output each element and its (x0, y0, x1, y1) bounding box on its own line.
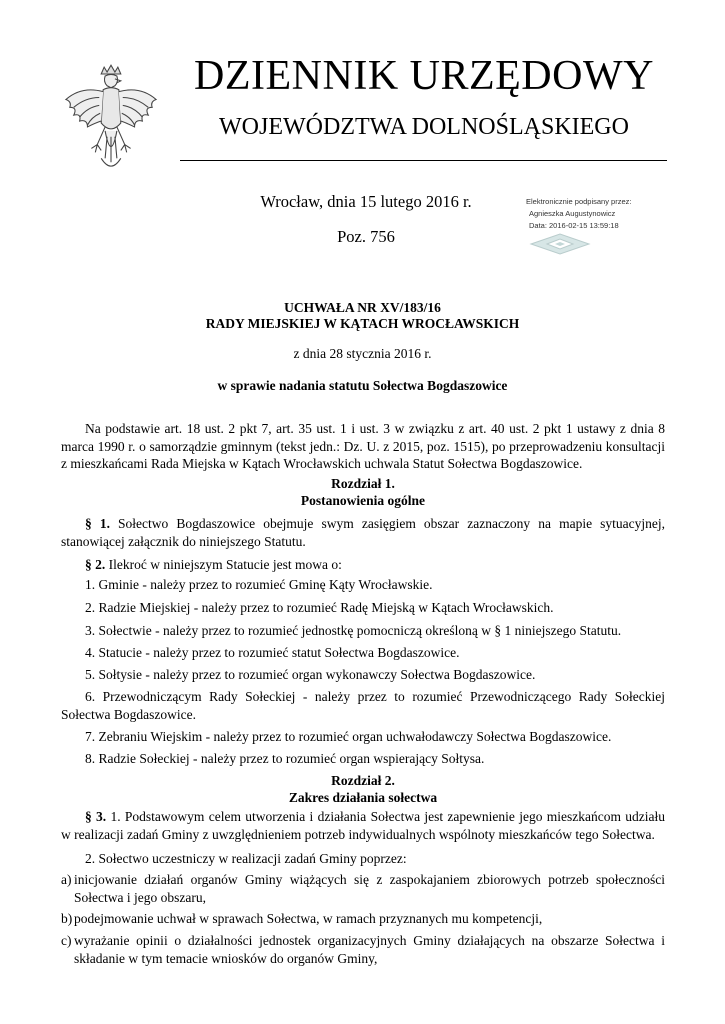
resolution-number: UCHWAŁA NR XV/183/16 (284, 300, 441, 315)
list-item-a (61, 871, 665, 906)
paragraph-1-label: § 1. (85, 516, 110, 531)
chapter-2-number: Rozdział 2. (331, 773, 395, 788)
paragraph-1-text: Sołectwo Bogdaszowice obejmuje swym zasięgiem obszar zaznaczony na mapie sytuacyjnej, stanowiącej załącznik do niniejszego Statutu. (61, 516, 666, 549)
header-divider (180, 160, 667, 161)
resolution-title (100, 300, 625, 332)
signature-validation-icon (527, 232, 593, 256)
chapter-1-number: Rozdział 1. (331, 476, 395, 491)
paragraph-3-label: § 3. (85, 809, 107, 824)
list-item-b-label: b) (61, 911, 73, 926)
paragraph-3 (61, 808, 665, 843)
signature-date: Data: 2016-02-15 13:59:18 (529, 221, 619, 230)
resolution-date: z dnia 28 stycznia 2016 r. (293, 346, 432, 361)
list-item-c (61, 932, 665, 967)
definition-6: 6. Przewodniczącym Rady Sołeckiej - należy przez to rozumieć Przewodniczącego Rady Sołeckiej Sołectwa Bogdaszowice. (61, 689, 665, 722)
paragraph-2-label: § 2. (85, 557, 106, 572)
definition-2: 2. Radzie Miejskiej - należy przez to rozumieć Radę Miejską w Kątach Wrocławskich. (85, 600, 554, 615)
electronic-signature (526, 196, 686, 232)
list-item-b (61, 910, 665, 928)
position-number: Poz. 756 (337, 227, 395, 246)
chapter-1-heading (61, 475, 665, 509)
paragraph-1 (61, 515, 665, 550)
definition-3: 3. Sołectwie - należy przez to rozumieć jednostkę pomocniczą określoną w § 1 niniejszego Statutu. (85, 623, 622, 638)
definition-5: 5. Sołtysie - należy przez to rozumieć organ wykonawczy Sołectwa Bogdaszowice. (85, 667, 536, 682)
chapter-2-heading (61, 772, 665, 806)
paragraph-2-text: Ilekroć w niniejszym Statucie jest mowa o: (105, 557, 342, 572)
journal-title: DZIENNIK URZĘDOWY (194, 53, 654, 99)
paragraph-3-text: 1. Podstawowym celem utworzenia i działania Sołectwa jest zapewnienie jego mieszkańcom udziału w realizacji zadań Gminy z uwzględnieniem potrzeb indywidualnych wspólnoty mieszkańców tego Sołectwa. (61, 809, 666, 842)
signature-label: Elektronicznie podpisany przez: (526, 197, 632, 206)
list-item-b-text: podejmowanie uchwał w sprawach Sołectwa, w ramach przyznanych mu kompetencji, (74, 911, 543, 926)
list-item-c-text: wyrażanie opinii o działalności jednostek organizacyjnych Gminy działających na obszarze Sołectwa i składanie w tym temacie wniosków do organów Gminy, (74, 933, 665, 966)
journal-subtitle: WOJEWÓDZTWA DOLNOŚLĄSKIEGO (219, 114, 629, 140)
chapter-2-title: Zakres działania sołectwa (288, 790, 438, 805)
resolution-subject: w sprawie nadania statutu Sołectwa Bogdaszowice (217, 378, 508, 393)
issue-date: Wrocław, dnia 15 lutego 2016 r. (260, 192, 472, 211)
signature-signer: Agnieszka Augustynowicz (529, 209, 616, 218)
list-item-c-label: c) (61, 933, 72, 948)
chapter-1-title: Postanowienia ogólne (300, 493, 426, 508)
coat-of-arms-eagle-icon (62, 64, 160, 182)
preamble: Na podstawie art. 18 ust. 2 pkt 7, art. 35 ust. 1 i ust. 3 w związku z art. 40 ust. 2 pkt 1 ustawy z dnia 8 marca 1990 r. o samorządzie gminnym (tekst jedn.: Dz. U. z 2015, poz. 1515), po przeprowadzeniu konsultacji z mieszkańcami Rada Miejska w Kątach Wrocławskich uchwala Statut Sołectwa Bogdaszowice. (61, 421, 665, 471)
list-item-a-label: a) (61, 872, 72, 887)
definition-1: 1. Gminie - należy przez to rozumieć Gminę Kąty Wrocławskie. (85, 577, 433, 592)
definition-4: 4. Statucie - należy przez to rozumieć statut Sołectwa Bogdaszowice. (85, 645, 460, 660)
resolution-authority: RADY MIEJSKIEJ W KĄTACH WROCŁAWSKICH (205, 316, 520, 331)
list-item-a-text: inicjowanie działań organów Gminy wiążących się z zaspokajaniem zbiorowych potrzeb społeczności Sołectwa i jego obszaru, (74, 872, 665, 905)
definition-7: 7. Zebraniu Wiejskim - należy przez to rozumieć organ uchwałodawczy Sołectwa Bogdaszowice. (85, 729, 612, 744)
paragraph-3-point-2: 2. Sołectwo uczestniczy w realizacji zadań Gminy poprzez: (85, 851, 407, 866)
paragraph-2 (61, 556, 665, 574)
definition-8: 8. Radzie Sołeckiej - należy przez to rozumieć organ wspierający Sołtysa. (85, 751, 485, 766)
